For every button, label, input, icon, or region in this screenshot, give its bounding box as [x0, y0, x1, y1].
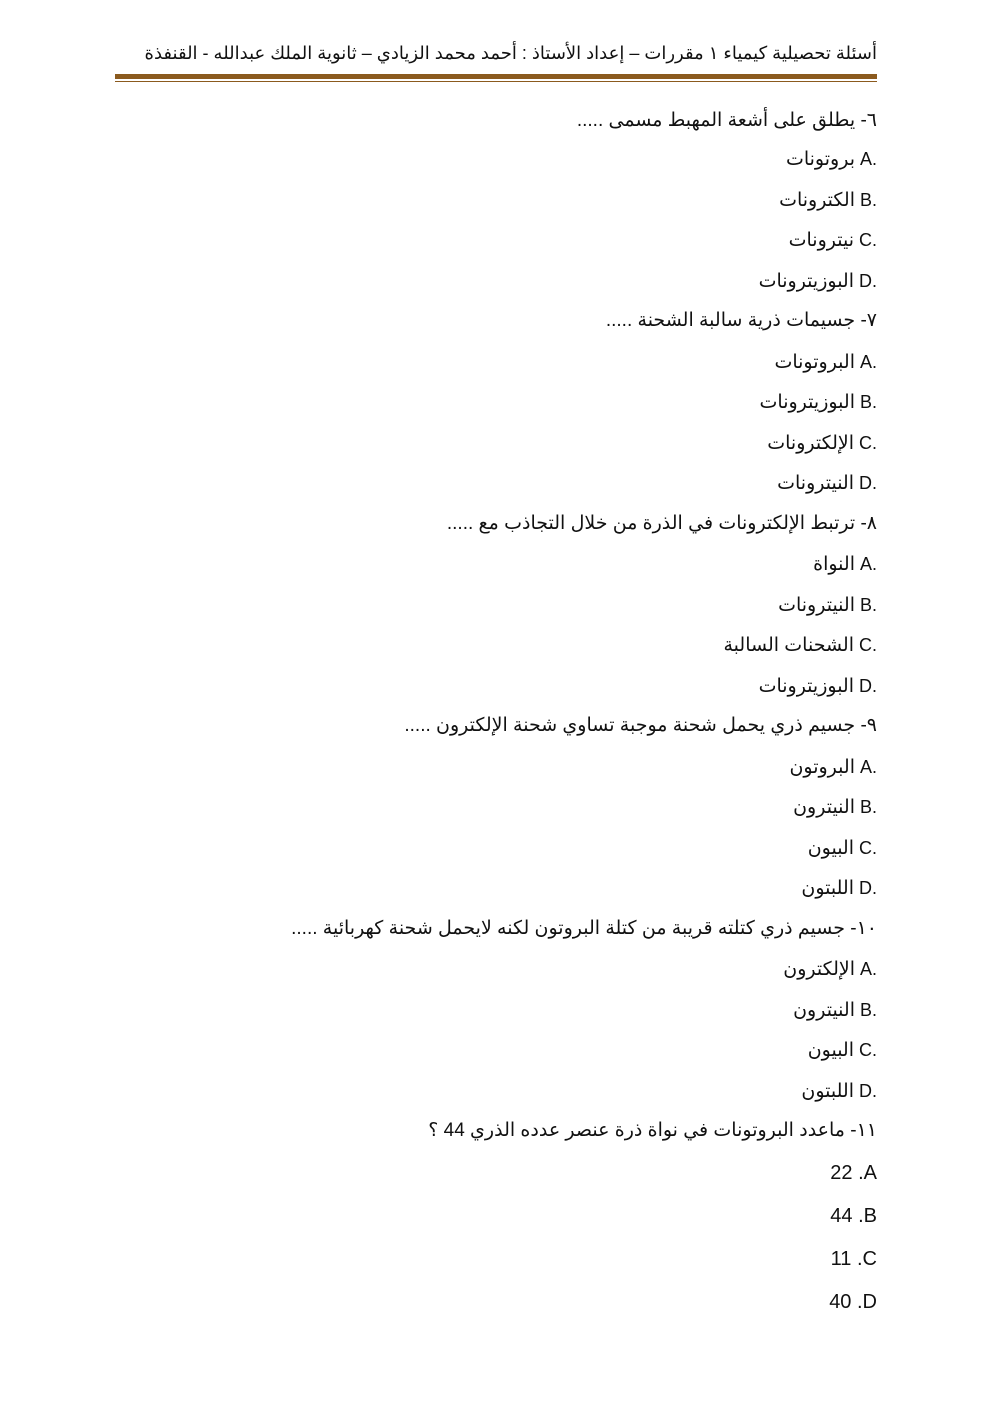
option-value: 40 .D [829, 1290, 877, 1313]
option-letter: C. [859, 635, 877, 655]
option-letter: C. [859, 230, 877, 250]
question-list [180, 102, 877, 1324]
question-stem: ٧- جسيمات ذرية سالبة الشحنة ..... [605, 310, 877, 331]
option-text: النيترونات [777, 473, 854, 494]
option-letter: D. [859, 878, 877, 898]
option-a[interactable] [180, 544, 877, 585]
option-d[interactable] [180, 261, 877, 302]
page-header: أسئلة تحصيلية كيمياء ١ مقررات – إعداد الأستاذ : أحمد محمد الزيادي – ثانوية الملك عبدالله - القنفذة [144, 43, 877, 63]
option-letter: D. [859, 1080, 877, 1101]
option-letter: D. [859, 473, 877, 493]
option-text: اللبتون [801, 1080, 854, 1102]
option-value: 22 .A [830, 1161, 877, 1184]
option-letter: A. [859, 149, 877, 169]
option-text: نيترونات [788, 230, 854, 251]
option-d[interactable] [180, 463, 877, 504]
question-stem: ١١- ماعدد البروتونات في نواة ذرة عنصر عدده الذري 44 ؟ [428, 1120, 877, 1141]
option-letter: A. [859, 959, 877, 979]
option-c[interactable] [180, 625, 877, 666]
option-text: النواة [813, 554, 855, 575]
option-letter: D. [859, 675, 877, 696]
option-c[interactable] [180, 220, 877, 261]
option-letter: C. [859, 837, 877, 858]
option-text: الكترونات [779, 189, 855, 211]
option-b[interactable] [180, 1195, 877, 1238]
option-text: النيترون [793, 999, 855, 1021]
question-stem: ٩- جسيم ذري يحمل شحنة موجبة تساوي شحنة الإلكترون ..... [404, 715, 877, 736]
option-text: البوزيترونات [758, 675, 854, 697]
option-b[interactable] [180, 180, 877, 221]
option-b[interactable] [180, 990, 877, 1031]
option-d[interactable] [180, 666, 877, 707]
option-text: البيون [807, 1040, 854, 1061]
question-11 [180, 1111, 877, 1324]
option-b[interactable] [180, 382, 877, 423]
option-a[interactable] [180, 747, 877, 788]
option-text: النيترونات [778, 594, 855, 616]
option-letter: C. [859, 432, 877, 453]
option-a[interactable] [180, 342, 877, 383]
header-divider-thick [115, 74, 877, 79]
question-9 [180, 706, 877, 909]
option-c[interactable] [180, 423, 877, 464]
question-8 [180, 504, 877, 707]
option-letter: B. [859, 392, 877, 412]
option-text: اللبتون [801, 878, 854, 899]
option-d[interactable] [180, 1071, 877, 1112]
option-c[interactable] [180, 1238, 877, 1281]
option-a[interactable] [180, 949, 877, 990]
option-c[interactable] [180, 828, 877, 869]
option-letter: D. [859, 270, 877, 291]
option-value: 44 .B [830, 1204, 877, 1227]
option-text: البوزيترونات [758, 270, 854, 292]
option-text: البوزيترونات [759, 392, 855, 413]
option-b[interactable] [180, 787, 877, 828]
question-stem: ٦- يطلق على أشعة المهبط مسمى ..... [576, 110, 877, 131]
question-stem: ٨- ترتبط الإلكترونات في الذرة من خلال التجاذب مع ..... [446, 512, 877, 534]
option-text: الإلكترون [783, 959, 855, 980]
header-divider-thin [115, 81, 877, 82]
option-d[interactable] [180, 1281, 877, 1324]
option-letter: B. [859, 999, 877, 1020]
option-letter: A. [859, 351, 877, 372]
option-text: بروتونات [785, 149, 855, 170]
option-letter: A. [859, 554, 877, 574]
option-letter: B. [859, 797, 877, 817]
option-text: البروتونات [774, 351, 855, 373]
option-letter: A. [859, 756, 877, 777]
option-a[interactable] [180, 139, 877, 180]
option-text: الإلكترونات [767, 432, 854, 454]
question-6 [180, 102, 877, 301]
option-text: الشحنات السالبة [723, 635, 854, 656]
question-stem: ١٠- جسيم ذري كتلته قريبة من كتلة البروتون لكنه لايحمل شحنة كهربائية ..... [291, 917, 877, 939]
option-letter: C. [859, 1040, 877, 1060]
option-c[interactable] [180, 1030, 877, 1071]
option-text: النيترون [793, 797, 855, 818]
option-text: البيون [807, 837, 854, 859]
option-text: البروتون [789, 756, 855, 778]
option-b[interactable] [180, 585, 877, 626]
question-7 [180, 301, 877, 504]
question-10 [180, 909, 877, 1112]
option-value: 11 .C [830, 1247, 877, 1270]
option-letter: B. [859, 189, 877, 210]
option-d[interactable] [180, 868, 877, 909]
option-a[interactable] [180, 1152, 877, 1195]
option-letter: B. [859, 594, 877, 615]
